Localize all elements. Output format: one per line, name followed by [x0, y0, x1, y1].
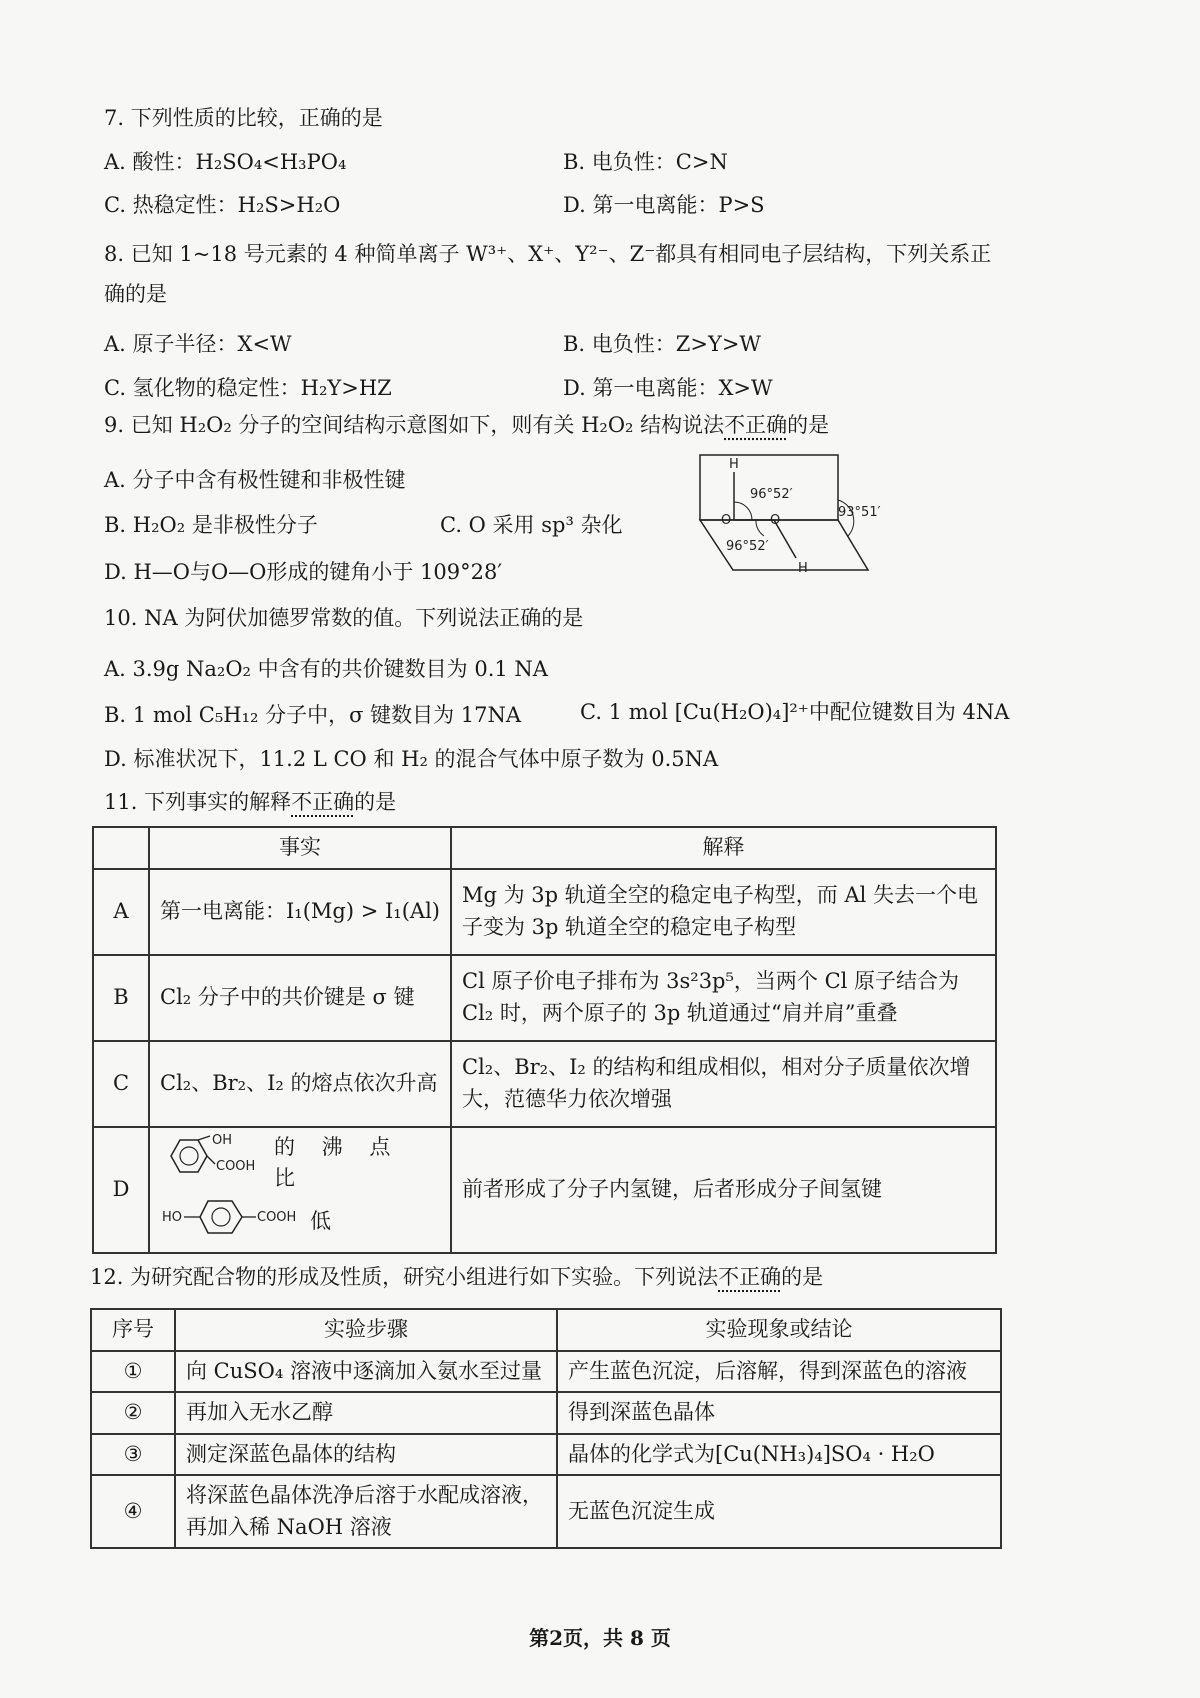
q11-row-label: C: [93, 1041, 149, 1127]
q12-row-no: ④: [91, 1475, 175, 1548]
q8-stem-line1: 8. 已知 1~18 号元素的 4 种简单离子 W³⁺、X⁺、Y²⁻、Z⁻都具有相同电子层结构，下列关系正: [104, 242, 992, 266]
q11-row-explain: 前者形成了分子内氢键，后者形成分子间氢键: [451, 1127, 996, 1254]
q11-row-label: B: [93, 955, 149, 1041]
diagram-dihedral: 93°51′: [838, 505, 881, 520]
q12-row-step: 将深蓝色晶体洗净后溶于水配成溶液，再加入稀 NaOH 溶液: [175, 1475, 557, 1548]
q9-option-b: B. H₂O₂ 是非极性分子: [104, 513, 318, 537]
q7-option-a: A. 酸性：H₂SO₄<H₃PO₄: [104, 150, 347, 174]
q11-row-explain: Cl₂、Br₂、I₂ 的结构和组成相似，相对分子质量依次增大，范德华力依次增强: [451, 1041, 996, 1127]
q11-stem: [104, 790, 396, 814]
page-footer: 第2页，共 8 页: [529, 1626, 671, 1650]
q11-table: [92, 826, 997, 1254]
q9-stem: [104, 413, 829, 437]
q7-option-d: D. 第一电离能：P>S: [563, 193, 765, 217]
q11-row-fact: Cl₂、Br₂、I₂ 的熔点依次升高: [149, 1041, 451, 1127]
diagram-angle-2: 96°52′: [726, 539, 769, 554]
q12-header-step: 实验步骤: [175, 1309, 557, 1351]
q11-header-explain: 解释: [451, 827, 996, 869]
q11-row-b: [93, 955, 996, 1041]
q11-stem-pre: 11. 下列事实的解释: [104, 790, 292, 814]
q8-option-b: B. 电负性：Z>Y>W: [563, 332, 762, 356]
q11-row-d: [93, 1127, 996, 1254]
q12-row-2: [91, 1392, 1001, 1434]
diagram-o2: O: [770, 513, 781, 528]
diagram-angle-1: 96°52′: [750, 487, 793, 502]
salicylic-acid-structure: [160, 1134, 260, 1192]
q10-option-c: C. 1 mol [Cu(H₂O)₄]²⁺中配位键数目为 4NA: [580, 700, 1010, 724]
q11-row-a: [93, 869, 996, 955]
q7-option-c: C. 热稳定性：H₂S>H₂O: [104, 193, 341, 217]
diagram-h-bottom: H: [798, 561, 808, 576]
q8-option-d: D. 第一电离能：X>W: [563, 376, 773, 400]
q9-option-d: D. H—O与O—O形成的键角小于 109°28′: [104, 560, 503, 584]
q11-stem-post: 的是: [354, 790, 397, 814]
q8-option-c: C. 氢化物的稳定性：H₂Y>HZ: [104, 376, 392, 400]
q9-option-c: C. O 采用 sp³ 杂化: [440, 513, 623, 537]
q11-row-label: A: [93, 869, 149, 955]
q11-header-row: [93, 827, 996, 869]
q12-header-no: 序号: [91, 1309, 175, 1351]
q12-row-3: [91, 1434, 1001, 1476]
q11-header-fact: 事实: [149, 827, 451, 869]
q12-stem-pre: 12. 为研究配合物的形成及性质，研究小组进行如下实验。下列说法: [90, 1265, 719, 1289]
mol1-cooh: COOH: [216, 1159, 256, 1175]
q12-row-no: ②: [91, 1392, 175, 1434]
mol2-cooh: COOH: [257, 1209, 297, 1225]
q7-stem: 7. 下列性质的比较，正确的是: [104, 106, 383, 130]
q10-option-d: D. 标准状况下，11.2 L CO 和 H₂ 的混合气体中原子数为 0.5NA: [104, 747, 719, 771]
q7-option-b: B. 电负性：C>N: [563, 150, 728, 174]
q12-row-step: 再加入无水乙醇: [175, 1392, 557, 1434]
q8-option-a: A. 原子半径：X<W: [104, 332, 292, 356]
q11-row-fact-structures: [149, 1127, 451, 1254]
p-hydroxybenzoic-acid-structure: [160, 1195, 310, 1249]
q10-option-b: B. 1 mol C₅H₁₂ 分子中，σ 键数目为 17NA: [104, 703, 522, 727]
mol1-oh: OH: [212, 1134, 233, 1149]
q12-header-result: 实验现象或结论: [557, 1309, 1001, 1351]
q9-stem-emphasis: 不正确: [724, 413, 788, 437]
h2o2-structure-diagram: [688, 450, 888, 580]
q9-option-a: A. 分子中含有极性键和非极性键: [104, 468, 406, 492]
mol2-ho: HO: [162, 1209, 183, 1225]
q10-option-a: A. 3.9g Na₂O₂ 中含有的共价键数目为 0.1 NA: [104, 657, 548, 681]
q12-row-result: 产生蓝色沉淀，后溶解，得到深蓝色的溶液: [557, 1351, 1001, 1393]
q12-table: [90, 1308, 1002, 1549]
q11-row-label: D: [93, 1127, 149, 1254]
q10-stem: 10. NA 为阿伏加德罗常数的值。下列说法正确的是: [104, 606, 584, 630]
q11-header-label: [93, 827, 149, 869]
q12-row-step: 向 CuSO₄ 溶液中逐滴加入氨水至过量: [175, 1351, 557, 1393]
q12-row-result: 晶体的化学式为[Cu(NH₃)₄]SO₄ · H₂O: [557, 1434, 1001, 1476]
diagram-h-top: H: [729, 457, 739, 472]
q12-row-1: [91, 1351, 1001, 1393]
q12-row-result: 无蓝色沉淀生成: [557, 1475, 1001, 1548]
q12-stem-emphasis: 不正确: [718, 1265, 782, 1289]
q12-row-result: 得到深蓝色晶体: [557, 1392, 1001, 1434]
q11-row-explain: Cl 原子价电子排布为 3s²3p⁵，当两个 Cl 原子结合为 Cl₂ 时，两个原子的 3p 轨道通过“肩并肩”重叠: [451, 955, 996, 1041]
q12-row-step: 测定深蓝色晶体的结构: [175, 1434, 557, 1476]
q9-stem-pre: 9. 已知 H₂O₂ 分子的空间结构示意图如下，则有关 H₂O₂ 结构说法: [104, 413, 725, 437]
q11-row-fact: 第一电离能：I₁(Mg) > I₁(Al): [149, 869, 451, 955]
q8-stem-line2: 确的是: [104, 282, 167, 306]
q12-header-row: [91, 1309, 1001, 1351]
q12-stem-post: 的是: [781, 1265, 824, 1289]
q11-row-d-fact-mid: 的 沸 点 比: [274, 1134, 401, 1190]
q12-row-no: ③: [91, 1434, 175, 1476]
diagram-o1: O: [721, 513, 732, 528]
q12-row-4: [91, 1475, 1001, 1548]
q11-stem-emphasis: 不正确: [291, 790, 355, 814]
q11-row-fact: Cl₂ 分子中的共价键是 σ 键: [149, 955, 451, 1041]
q12-stem: [90, 1265, 823, 1289]
q9-stem-post: 的是: [787, 413, 830, 437]
q11-row-c: [93, 1041, 996, 1127]
q11-row-d-fact-end: 低: [310, 1208, 331, 1233]
q11-row-explain: Mg 为 3p 轨道全空的稳定电子构型，而 Al 失去一个电子变为 3p 轨道全空的稳定电子构型: [451, 869, 996, 955]
q12-row-no: ①: [91, 1351, 175, 1393]
